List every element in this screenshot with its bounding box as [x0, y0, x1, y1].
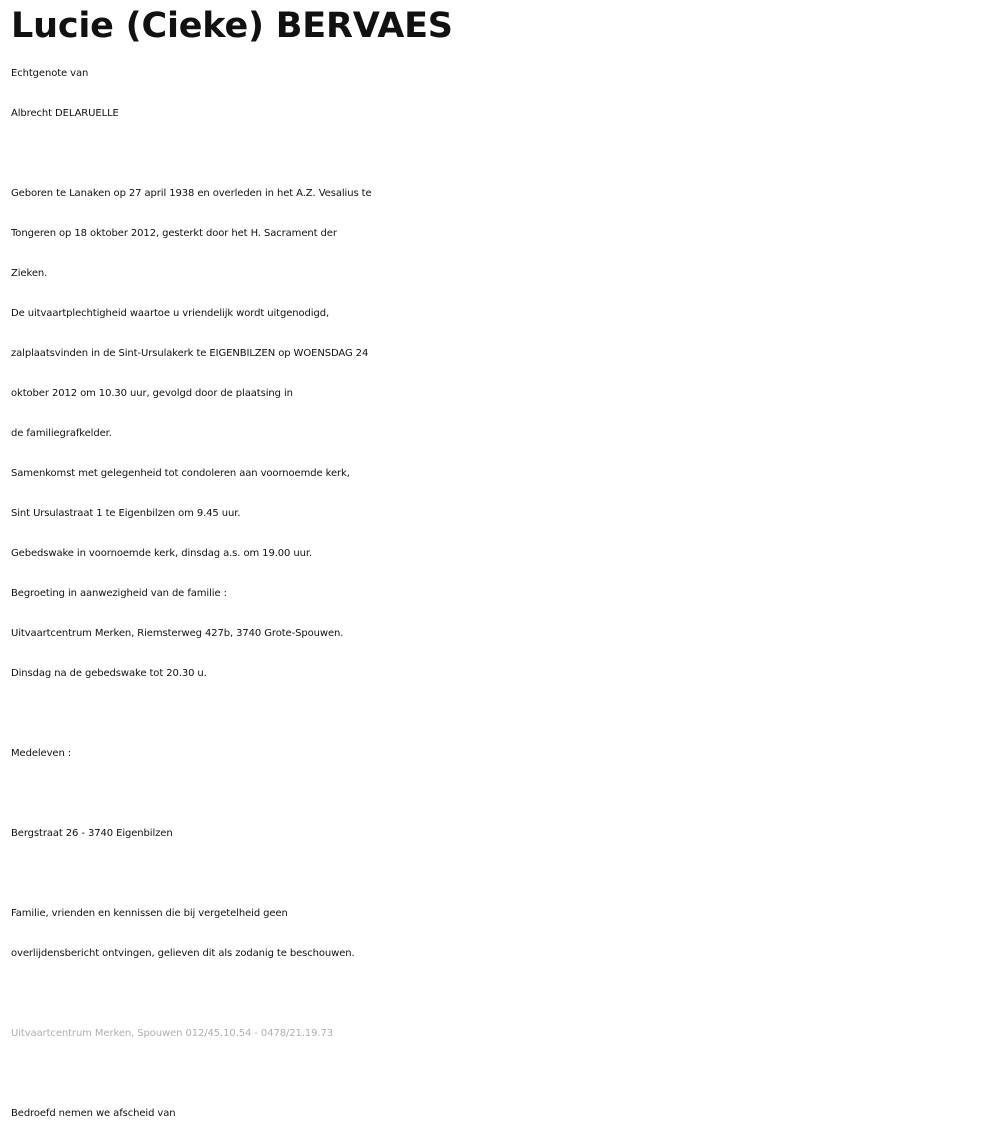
condolence-address: Bergstraat 26 - 3740 Eigenbilzen — [11, 828, 173, 839]
condolence-label: Medeleven : — [11, 748, 72, 759]
spacer — [11, 694, 991, 734]
details-line: Zieken. — [11, 268, 48, 279]
details-line: Geboren te Lanaken op 27 april 1938 en overleden in het A.Z. Vesalius te — [11, 188, 372, 199]
page-title: Lucie (Cieke) BERVAES — [11, 6, 453, 46]
spacer — [11, 134, 991, 174]
details-line: Samenkomst met gelegenheid tot condoleren aan voornoemde kerk, — [11, 468, 350, 479]
spacer — [11, 974, 991, 1014]
funeral-home-contact: Uitvaartcentrum Merken, Spouwen 012/45.10.54 - 0478/21.19.73 — [11, 1028, 333, 1039]
details-line: Dinsdag na de gebedswake tot 20.30 u. — [11, 668, 207, 679]
details-line: Uitvaartcentrum Merken, Riemsterweg 427b, 3740 Grote-Spouwen. — [11, 628, 344, 639]
details-line: de familiegrafkelder. — [11, 428, 112, 439]
closing-line: Bedroefd nemen we afscheid van — [11, 1108, 176, 1119]
spouse-line: Albrecht DELARUELLE — [11, 108, 119, 119]
notice-line: overlijdensbericht ontvingen, gelieven dit als zodanig te beschouwen. — [11, 948, 355, 959]
spacer — [11, 774, 991, 814]
details-line: Gebedswake in voornoemde kerk, dinsdag a.s. om 19.00 uur. — [11, 548, 313, 559]
notice-line: Familie, vrienden en kennissen die bij vergetelheid geen — [11, 908, 288, 919]
details-line: oktober 2012 om 10.30 uur, gevolgd door de plaatsing in — [11, 388, 293, 399]
spouse-line: Echtgenote van — [11, 68, 89, 79]
details-line: Sint Ursulastraat 1 te Eigenbilzen om 9.45 uur. — [11, 508, 241, 519]
details-line: Begroeting in aanwezigheid van de familie : — [11, 588, 227, 599]
obituary-body — [11, 54, 991, 1134]
spacer — [11, 1054, 991, 1094]
details-line: De uitvaartplechtigheid waartoe u vriendelijk wordt uitgenodigd, — [11, 308, 330, 319]
details-line: zalplaatsvinden in de Sint-Ursulakerk te EIGENBILZEN op WOENSDAG 24 — [11, 348, 369, 359]
details-line: Tongeren op 18 oktober 2012, gesterkt door het H. Sacrament der — [11, 228, 337, 239]
spacer — [11, 854, 991, 894]
